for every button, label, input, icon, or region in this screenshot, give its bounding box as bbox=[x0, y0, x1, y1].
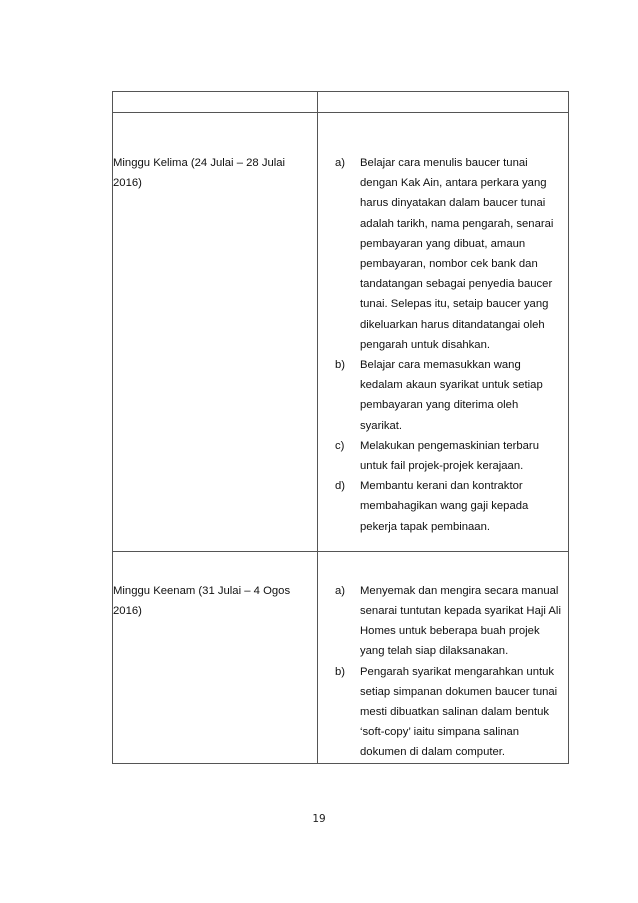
item-text: Pengarah syarikat mengarahkan untuk setiap simpanan dokumen baucer tunai mesti dibuatkan salinan dalam bentuk ‘soft-copy’ iaitu simpana salinan dokumen di dalam computer. bbox=[360, 665, 558, 759]
activities-cell bbox=[318, 551, 569, 763]
list-item bbox=[318, 662, 568, 763]
activity-list bbox=[318, 581, 568, 763]
week-cell: Minggu Kelima (24 Julai – 28 Julai 2016) bbox=[113, 113, 318, 552]
list-item bbox=[318, 355, 568, 436]
list-item bbox=[318, 581, 568, 662]
item-marker: a) bbox=[335, 157, 346, 169]
header-cell-week bbox=[113, 92, 318, 113]
item-text: Menyemak dan mengira secara manual senarai tuntutan kepada syarikat Haji Ali Homes untuk beberapa buah projek yang telah siap dilaksanakan. bbox=[360, 584, 561, 658]
item-marker: c) bbox=[335, 439, 345, 452]
table-row bbox=[113, 551, 569, 763]
header-cell-activities bbox=[318, 92, 569, 113]
item-text: Belajar cara menulis baucer tunai dengan Kak Ain, antara perkara yang harus dinyatakan dalam baucer tunai adalah tarikh, nama pengarah, senarai pembayaran yang dibuat, amaun pembayaran, nombor cek bank dan tandatangan sebagai penyedia baucer tunai. Selepas itu, setaip baucer yang dikeluarkan harus ditandatangai oleh pengarah untuk disahkan. bbox=[360, 157, 554, 351]
page-number: 19 bbox=[312, 813, 326, 825]
table-row bbox=[113, 113, 569, 552]
activities-cell bbox=[318, 113, 569, 552]
list-item bbox=[318, 436, 568, 476]
item-text: Belajar cara memasukkan wang kedalam akaun syarikat untuk setiap pembayaran yang diterima oleh syarikat. bbox=[360, 359, 543, 432]
activity-list bbox=[318, 153, 568, 537]
list-item bbox=[318, 476, 568, 537]
list-item bbox=[318, 153, 568, 355]
item-text: Membantu kerani dan kontraktor membahagikan wang gaji kepada pekerja tapak pembinaan. bbox=[360, 480, 529, 533]
item-text: Melakukan pengemaskinian terbaru untuk fail projek-projek kerajaan. bbox=[360, 439, 539, 473]
week-cell: Minggu Keenam (31 Julai – 4 Ogos 2016) bbox=[113, 551, 318, 763]
item-marker: d) bbox=[335, 480, 346, 493]
table-header-row bbox=[113, 92, 569, 113]
item-marker: b) bbox=[335, 665, 346, 678]
item-marker: a) bbox=[335, 584, 346, 597]
item-marker: b) bbox=[335, 359, 346, 372]
weekly-activity-table bbox=[112, 91, 569, 764]
